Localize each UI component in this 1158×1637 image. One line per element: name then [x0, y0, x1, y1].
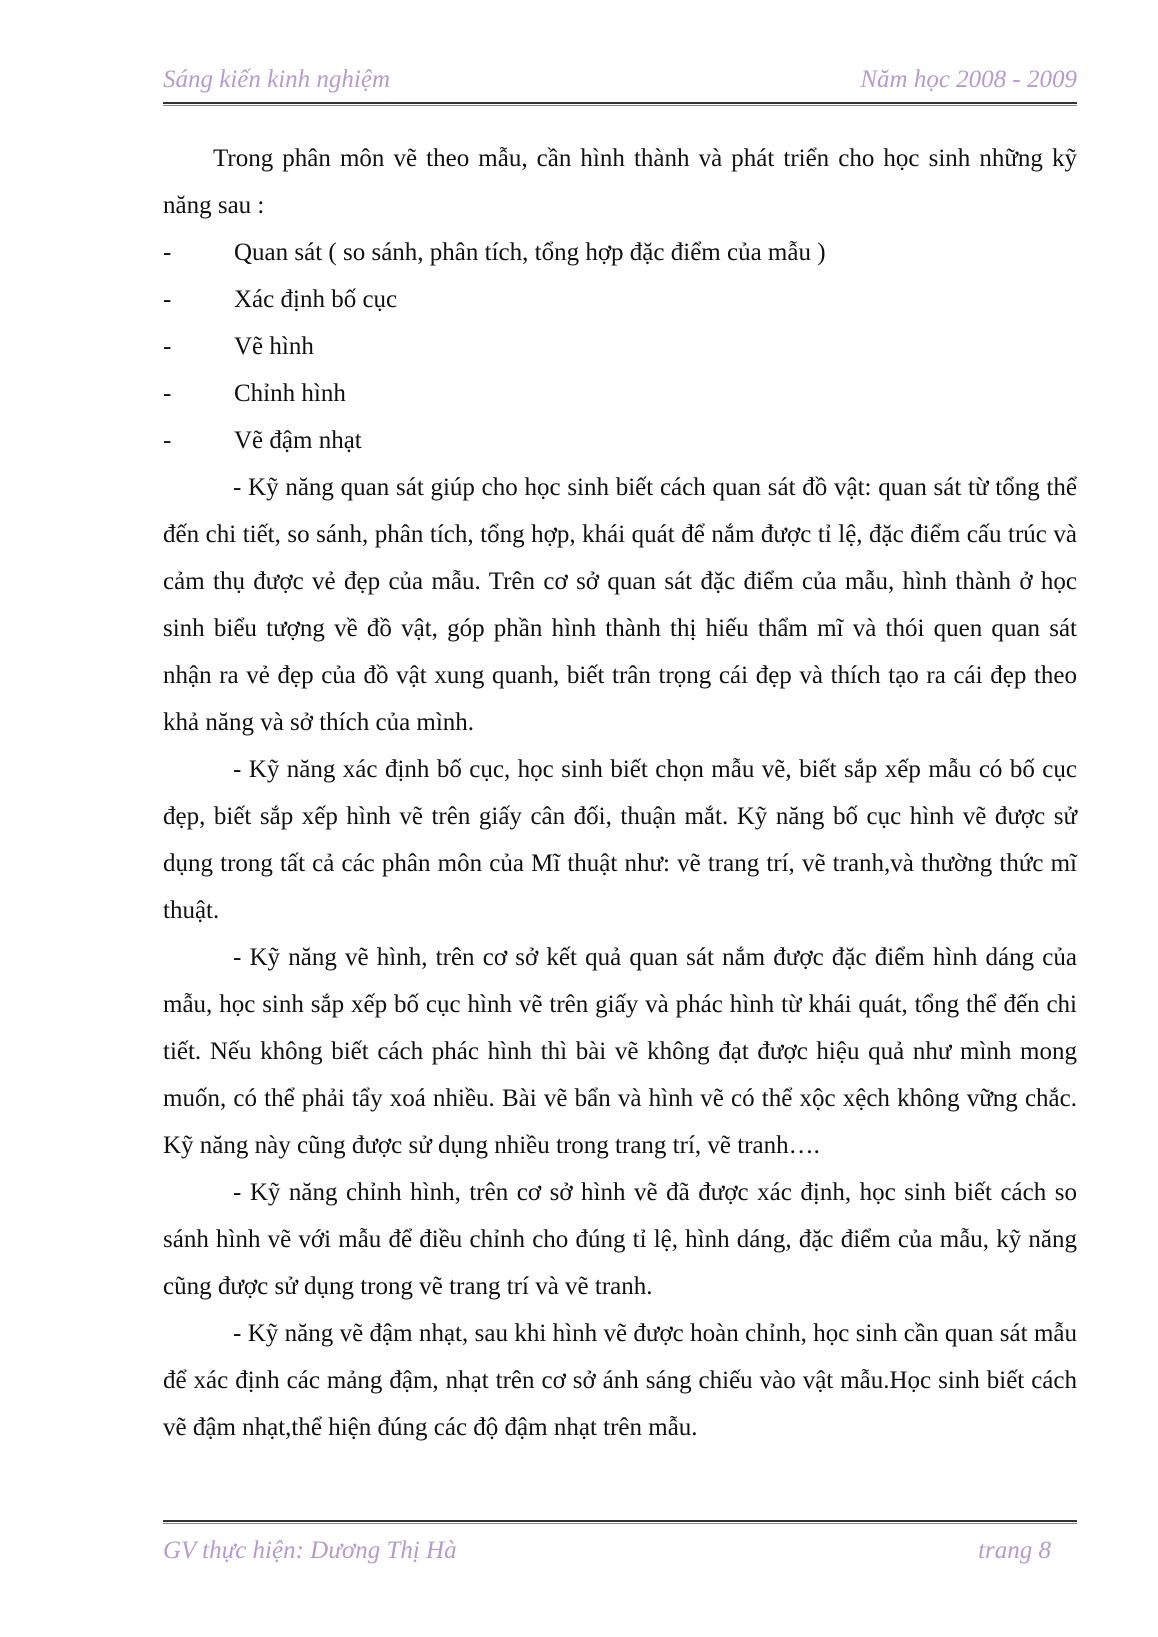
bullet-text: Xác định bố cục — [234, 286, 398, 313]
page-footer — [163, 1537, 1077, 1573]
bullet-text: Quan sát ( so sánh, phân tích, tổng hợp đặc điểm của mẫu ) — [234, 239, 826, 266]
bullet-item — [163, 370, 1077, 417]
bullet-dash: - — [163, 286, 172, 313]
bullet-item — [163, 417, 1077, 464]
intro-paragraph: Trong phân môn vẽ theo mẫu, cần hình thành và phát triển cho học sinh những kỹ năng sau : — [163, 145, 1077, 219]
bullet-item — [163, 229, 1077, 276]
paragraph-correction-skill: - Kỹ năng chỉnh hình, trên cơ sở hình vẽ đã được xác định, học sinh biết cách so sánh hình vẽ với mẫu để điều chỉnh cho đúng tỉ lệ, hình dáng, đặc điểm của mẫu, kỹ năng cũng được sử dụng trong vẽ trang trí và vẽ tranh. — [163, 1179, 1077, 1300]
header-school-year: Năm học 2008 - 2009 — [860, 66, 1077, 93]
bullet-dash: - — [163, 427, 172, 454]
page-number: trang 8 — [978, 1537, 1051, 1564]
paragraph-composition-skill: - Kỹ năng xác định bố cục, học sinh biết chọn mẫu vẽ, biết sắp xếp mẫu có bố cục đẹp, biết sắp xếp hình vẽ trên giấy cân đối, thuận mắt. Kỹ năng bố cục hình vẽ được sử dụng trong tất cả các phân môn của Mĩ thuật như: vẽ trang trí, vẽ tranh,và thường thức mĩ thuật. — [163, 756, 1077, 924]
bullet-text: Vẽ đậm nhạt — [234, 427, 362, 454]
paragraph-shading-skill: - Kỹ năng vẽ đậm nhạt, sau khi hình vẽ được hoàn chỉnh, học sinh cần quan sát mẫu để xác định các mảng đậm, nhạt trên cơ sở ánh sáng chiếu vào vật mẫu.Học sinh biết cách vẽ đậm nhạt,thể hiện đúng các độ đậm nhạt trên mẫu. — [163, 1320, 1077, 1441]
page-header — [163, 66, 1077, 102]
header-divider — [163, 102, 1077, 106]
footer-divider — [163, 1520, 1077, 1524]
bullet-text: Vẽ hình — [234, 333, 314, 360]
bullet-item — [163, 276, 1077, 323]
header-title: Sáng kiến kinh nghiệm — [163, 66, 391, 93]
paragraph-drawing-skill: - Kỹ năng vẽ hình, trên cơ sở kết quả quan sát nắm được đặc điểm hình dáng của mẫu, học sinh sắp xếp bố cục hình vẽ trên giấy và phác hình từ khái quát, tổng thể đến chi tiết. Nếu không biết cách phác hình thì bài vẽ không đạt được hiệu quả như mình mong muốn, có thể phải tẩy xoá nhiều. Bài vẽ bẩn và hình vẽ có thể xộc xệch không vững chắc. Kỹ năng này cũng được sử dụng nhiều trong trang trí, vẽ tranh…. — [163, 944, 1077, 1159]
bullet-text: Chỉnh hình — [234, 380, 346, 407]
bullet-dash: - — [163, 380, 172, 407]
bullet-item — [163, 323, 1077, 370]
bullet-dash: - — [163, 239, 172, 266]
bullet-dash: - — [163, 333, 172, 360]
footer-author: GV thực hiện: Dương Thị Hà — [163, 1537, 457, 1564]
document-body — [163, 135, 1077, 1451]
paragraph-observation-skill: - Kỹ năng quan sát giúp cho học sinh biết cách quan sát đồ vật: quan sát từ tổng thể đến chi tiết, so sánh, phân tích, tổng hợp, khái quát để nắm được tỉ lệ, đặc điểm cấu trúc và cảm thụ được vẻ đẹp của mẫu. Trên cơ sở quan sát đặc điểm của mẫu, hình thành ở học sinh biểu tượng về đồ vật, góp phần hình thành thị hiếu thẩm mĩ và thói quen quan sát nhận ra vẻ đẹp của đồ vật xung quanh, biết trân trọng cái đẹp và thích tạo ra cái đẹp theo khả năng và sở thích của mình. — [163, 474, 1077, 736]
